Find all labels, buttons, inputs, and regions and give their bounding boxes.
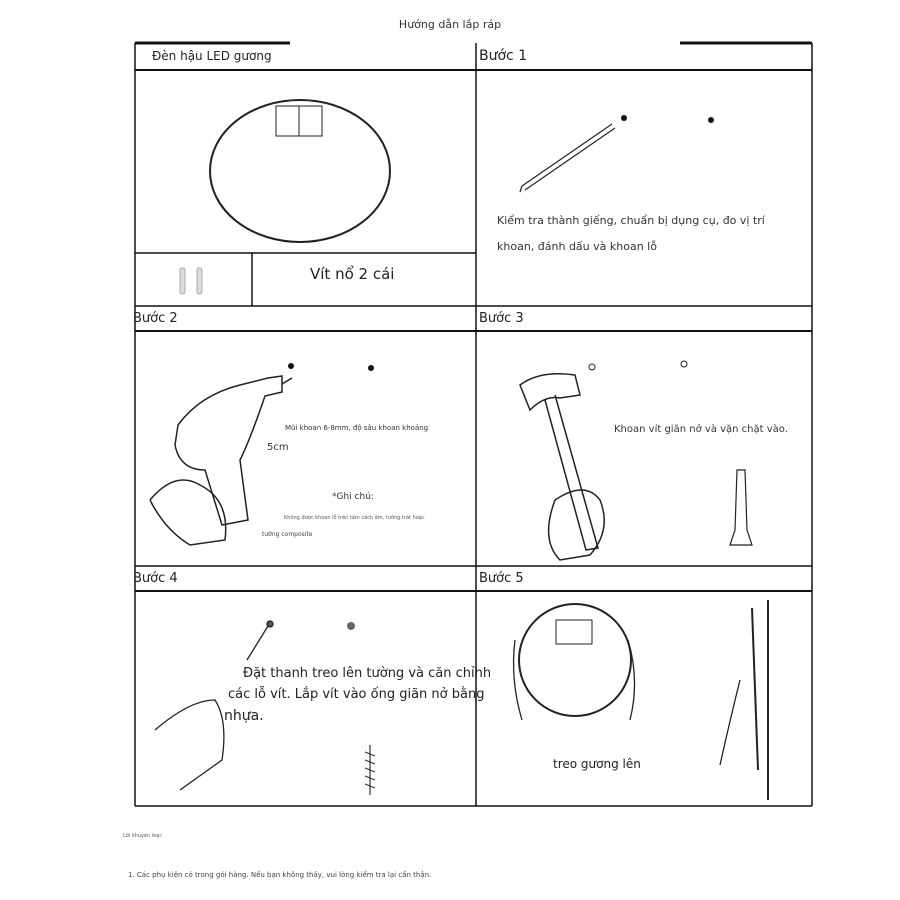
wall-anchor-icon	[730, 470, 752, 545]
step-2-text-2: 5cm	[267, 442, 289, 453]
round-mirror-icon	[210, 100, 390, 242]
hammer-icon	[520, 374, 604, 560]
drill-mark-icon	[288, 363, 294, 369]
step-4-text-2: các lỗ vít. Lắp vít vào ống giãn nở bằng	[228, 687, 485, 702]
hand-icon	[514, 640, 740, 765]
drill-mark-icon	[681, 361, 687, 367]
step-3-text: Khoan vít giãn nở và vặn chặt vào.	[614, 424, 788, 435]
hanging-mirror-icon	[519, 604, 631, 716]
pencil-icon	[520, 124, 615, 192]
step-2-note-2: tường composite	[262, 531, 313, 538]
drill-mark-icon	[621, 115, 627, 121]
drill-mark-icon	[368, 365, 374, 371]
step-2-note-title: *Ghi chú:	[332, 492, 374, 502]
screw-icon	[365, 745, 375, 795]
footer-note: 1. Các phụ kiện có trong gói hàng. Nếu bạn không thấy, vui lòng kiểm tra lại cẩn thận.	[128, 871, 432, 879]
step-2-note: Không được khoan lỗ trên tấm cách âm, tường trát hoặc	[284, 515, 425, 521]
step-1-text: Kiểm tra thành giếng, chuẩn bị dụng cụ, đo vị trí	[497, 214, 765, 227]
step-3-label: Bước 3	[479, 311, 524, 326]
wall-side-icon	[752, 600, 768, 800]
drill-mark-icon	[347, 622, 355, 630]
step-1-label: Bước 1	[479, 48, 528, 64]
step-5-label: Bước 5	[479, 571, 524, 586]
expansion-screw-icon	[180, 268, 202, 294]
drill-mark-icon	[589, 364, 595, 370]
power-drill-icon	[150, 376, 292, 545]
page-title: Hướng dẫn lắp ráp	[398, 18, 502, 31]
step-2-label: Bước 2	[133, 311, 178, 326]
step-1-text-2: khoan, đánh dấu và khoan lỗ	[497, 240, 657, 253]
screwdriver-icon	[247, 621, 273, 660]
hand-icon	[155, 700, 224, 790]
accessory-label: Vít nổ 2 cái	[310, 265, 395, 283]
step-4-text-3: nhựa.	[224, 708, 264, 724]
step-4-text: Đặt thanh treo lên tường và căn chỉnh	[243, 666, 492, 681]
step-5-text: treo gương lên	[553, 757, 641, 771]
drill-mark-icon	[708, 117, 714, 123]
step-4-label: Bước 4	[133, 571, 178, 586]
step-2-text: Mũi khoan 6-8mm, độ sâu khoan khoảng	[285, 424, 429, 432]
footer-heading: Lời khuyên loại:	[123, 833, 163, 839]
product-label: Đèn hậu LED gương	[152, 49, 272, 63]
